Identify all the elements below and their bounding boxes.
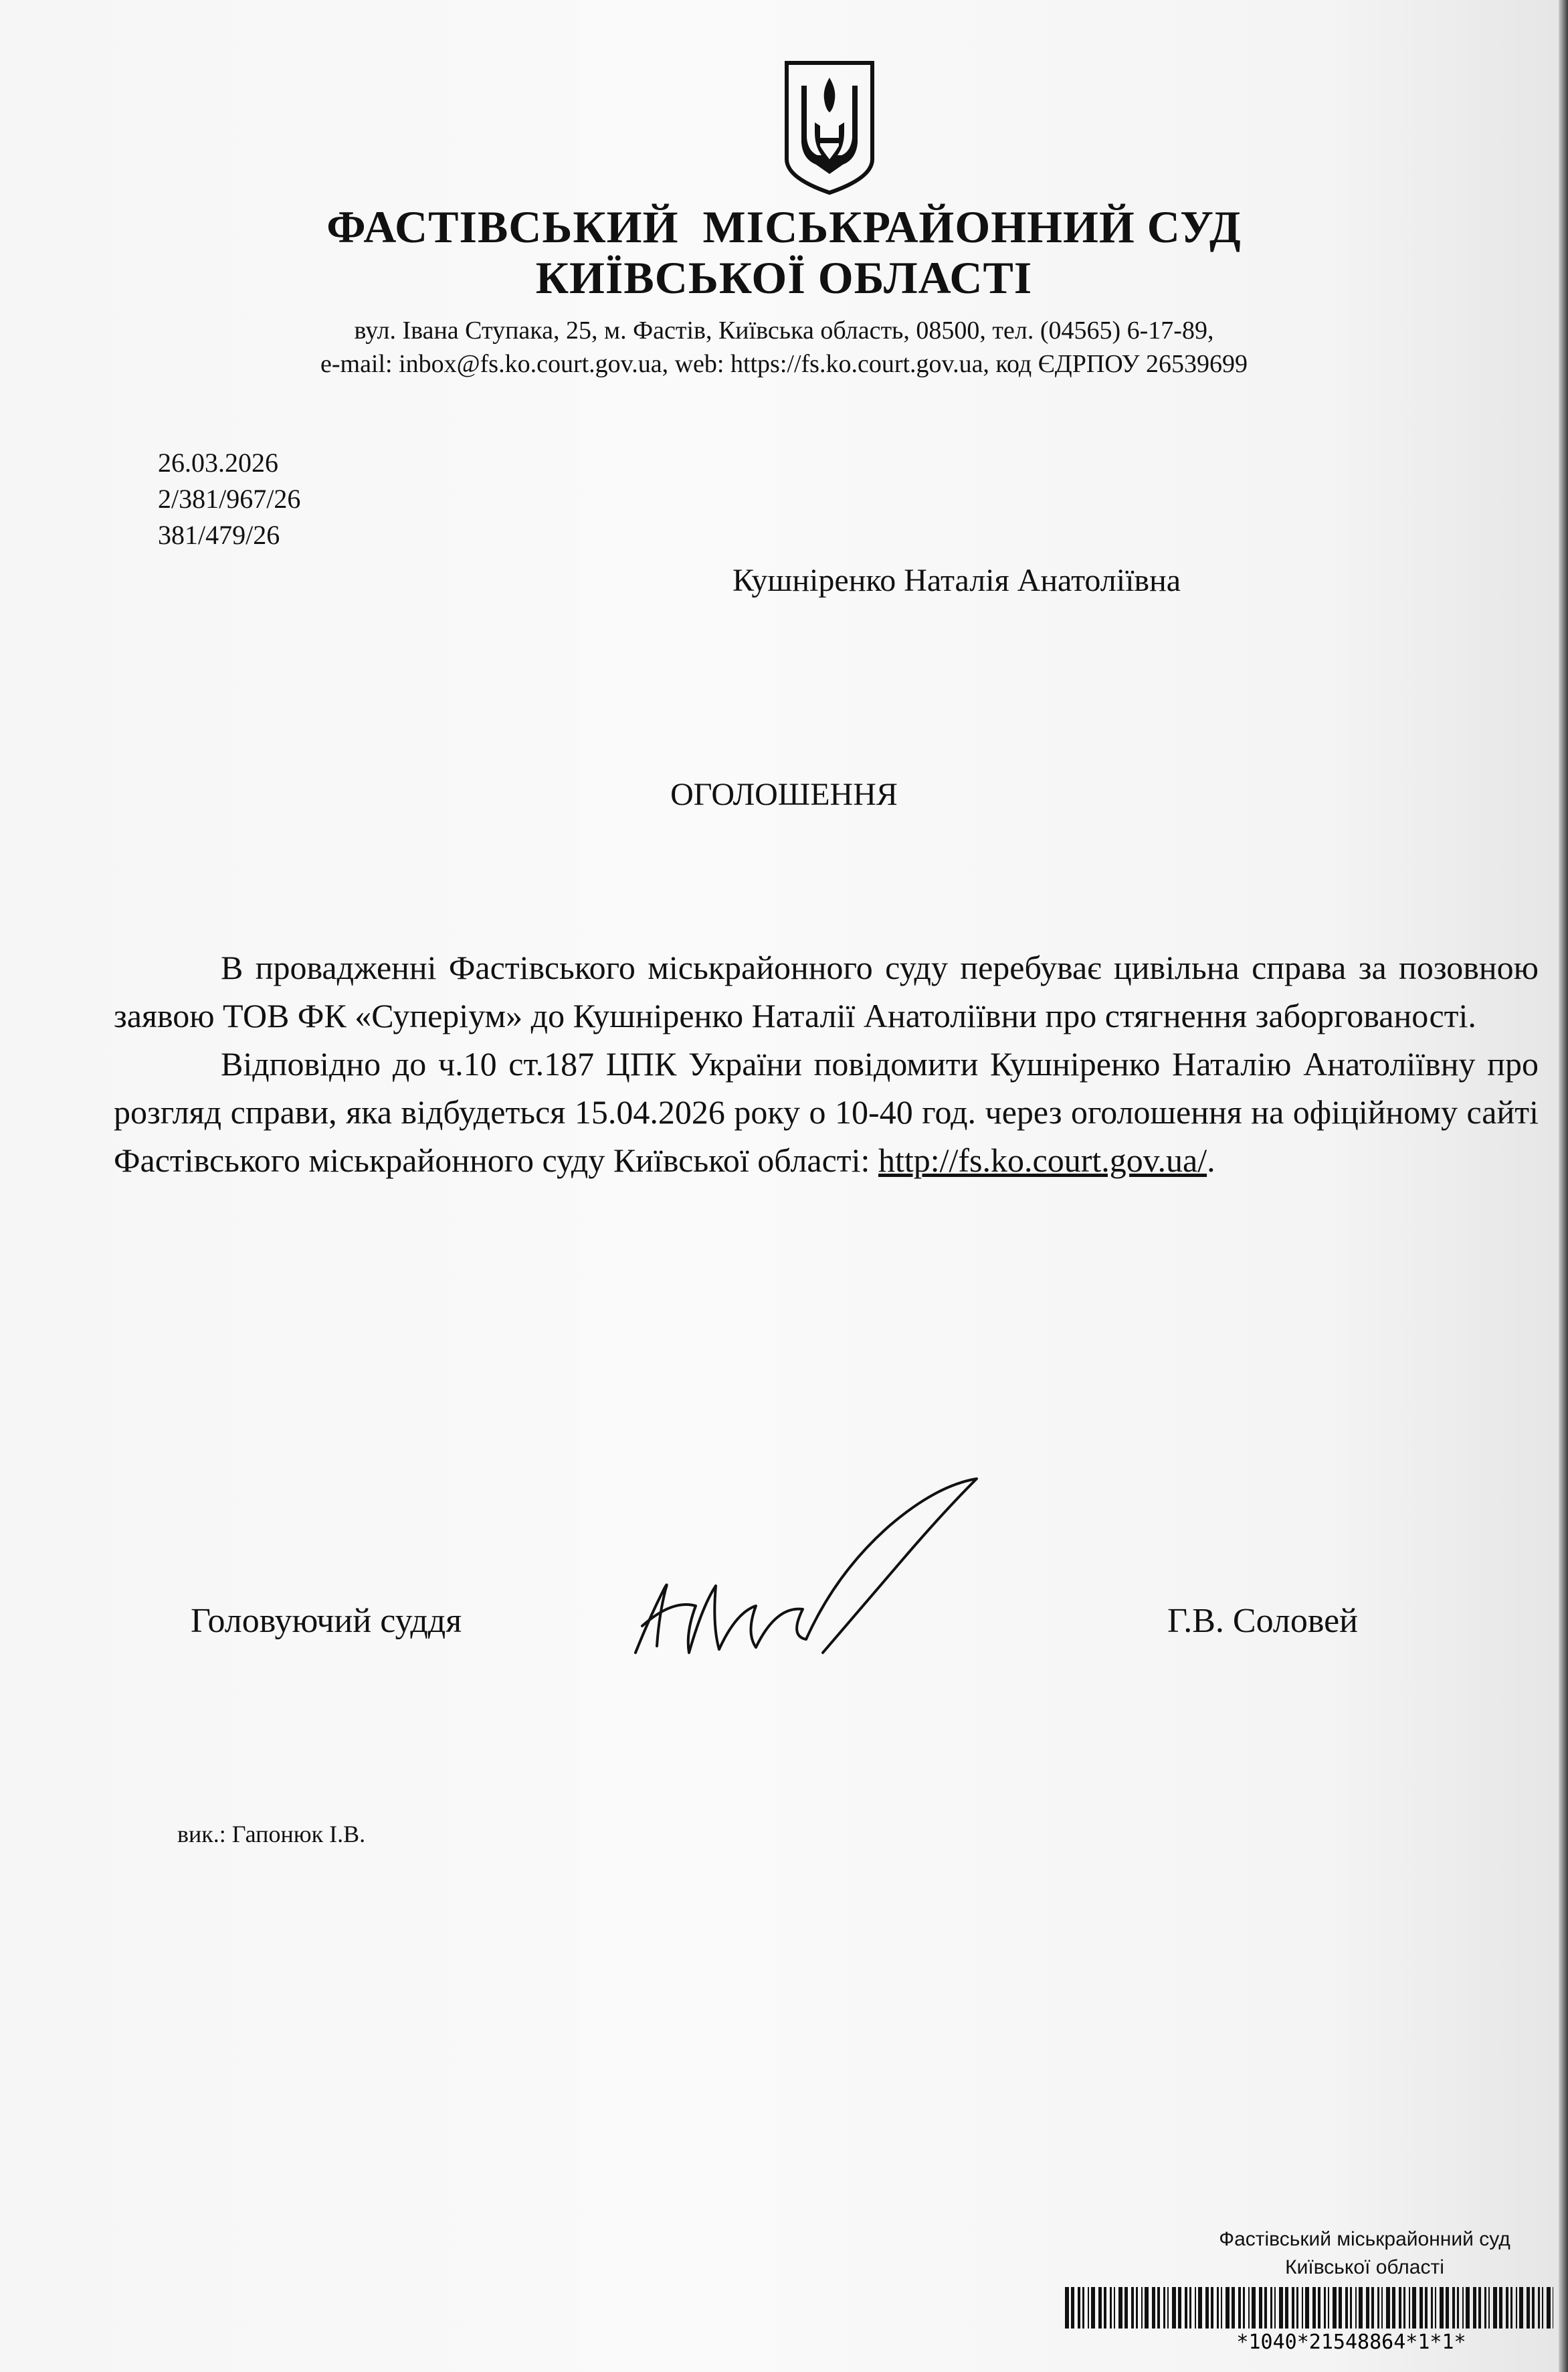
recipient-name: Кушніренко Наталія Анатоліївна: [732, 563, 1181, 598]
coat-of-arms-trident-icon: [783, 59, 876, 196]
court-contacts: e-mail: inbox@fs.ko.court.gov.ua, web: https://fs.ko.court.gov.ua, код ЄДРПОУ 26539699: [320, 350, 1248, 378]
barcode-number: *1040*21548864*1*1*: [1236, 2331, 1466, 2354]
barcode: [1065, 2287, 1553, 2329]
body-paragraph-1: В провадженні Фастівського міськрайонного суду перебуває цивільна справа за позовною заявою ТОВ ФК «Суперіум» до Кушніренко Наталії Анатоліївни про стягнення заборгованості.: [114, 949, 1539, 1034]
judge-title: Головуючий суддя: [191, 1602, 462, 1640]
court-name-line1: ФАСТІВСЬКИЙ МІСЬКРАЙОННИЙ СУД: [326, 201, 1242, 252]
stamp-region: Київської області: [1285, 2256, 1444, 2278]
case-number: 2/381/967/26: [158, 484, 301, 514]
court-address: вул. Івана Ступака, 25, м. Фастів, Київська область, 08500, тел. (04565) 6-17-89,: [354, 316, 1214, 345]
document-heading: ОГОЛОШЕННЯ: [670, 777, 898, 812]
body-paragraph-2-end: .: [1207, 1142, 1215, 1179]
court-name-line2: КИЇВСЬКОЇ ОБЛАСТІ: [535, 252, 1033, 303]
court-website-link[interactable]: http://fs.ko.court.gov.ua/: [878, 1142, 1207, 1179]
stamp-court-name: Фастівський міськрайонний суд: [1219, 2228, 1510, 2250]
executor-note: вик.: Гапонюк І.В.: [177, 1821, 366, 1847]
announcement-body: [114, 943, 1539, 1184]
document-date: 26.03.2026: [158, 448, 278, 478]
handwritten-signature: [622, 1472, 997, 1673]
body-paragraph-2-text: Відповідно до ч.10 ст.187 ЦПК України повідомити Кушніренко Наталію Анатоліївну про розгляд справи, яка відбудеться 15.04.2026 року о 10-40 год. через оголошення на офіційному сайті Фастівського міськрайонного суду Київської області:: [114, 1045, 1539, 1179]
judge-name: Г.В. Соловей: [1167, 1602, 1358, 1640]
body-paragraph-2: [114, 1040, 1539, 1184]
proceeding-number: 381/479/26: [158, 520, 280, 550]
